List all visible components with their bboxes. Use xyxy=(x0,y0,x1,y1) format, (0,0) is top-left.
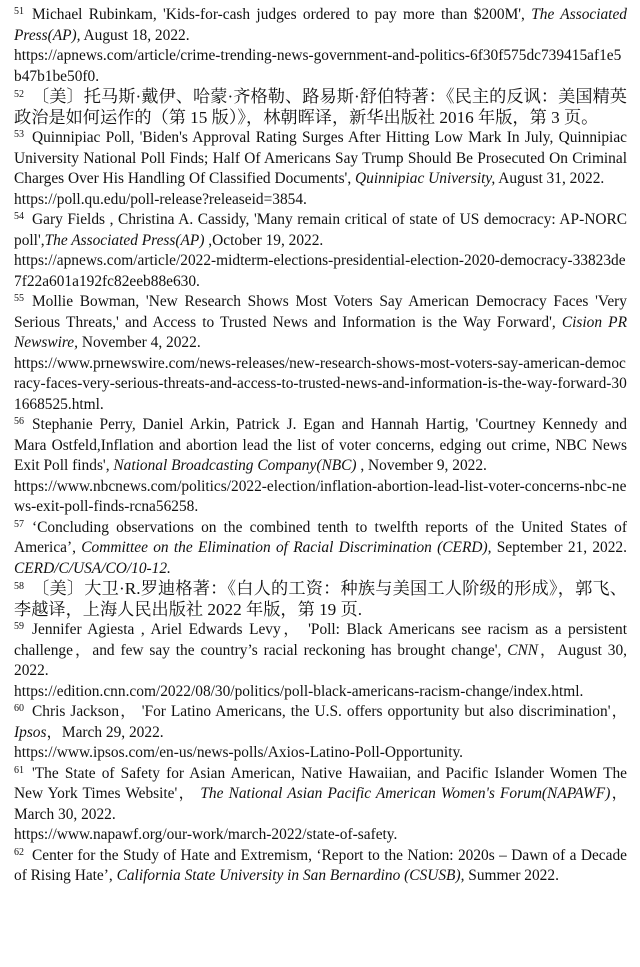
footnote-61 xyxy=(14,764,627,846)
footnote-53 xyxy=(14,128,627,210)
footnote-text xyxy=(14,620,627,682)
footnote-60 xyxy=(14,702,627,764)
footnote-text xyxy=(14,702,627,743)
footnote-number: 53 xyxy=(14,129,24,140)
footnote-url: https://poll.qu.edu/poll-release?releaseid=3854. xyxy=(14,190,307,208)
citation-text: Stephanie Perry, Daniel Arkin, Patrick J. Egan and Hannah Hartig, 'Courtney Kennedy and Mara Ostfeld,Inflation and abortion lead the list of voter concerns, edging out crime, NBC News Exit Poll finds', xyxy=(14,416,627,474)
citation-text: 〔美〕托马斯·戴伊、哈蒙·齐格勒、路易斯·舒伯特著：《民主的反讽：美国精英政治是如何运作的（第 15 版）》，林朝晖译，新华出版社 2016 年版，第 3 页。 xyxy=(14,87,627,127)
citation-text: Jennifer Agiesta , Ariel Edwards Levy， 'Poll: Black Americans see racism as a persistent challenge，and few say the country’s racial reckoning has brought change', xyxy=(14,621,627,659)
footnote-number: 62 xyxy=(14,846,24,858)
citation-text: ‘Concluding observations on the combined tenth to twelfth reports of the United States of America’, xyxy=(14,518,627,556)
footnote-59 xyxy=(14,620,627,702)
source-name: Quinnipiac University, xyxy=(355,170,496,187)
footnote-text xyxy=(14,87,627,128)
citation-text: September 21, 2022. xyxy=(491,539,627,556)
citation-text: Summer 2022. xyxy=(464,867,559,884)
footnote-text xyxy=(14,846,627,887)
footnote-text xyxy=(14,210,627,251)
citation-text: Quinnipiac Poll, 'Biden's Approval Rating Surges After Hitting Low Mark In July, Quinnipiac University National Poll Finds; Half Of Americans Say Trump Should Be Prosecuted On Criminal Charges Over His Handling Of Classified Documents', xyxy=(14,129,627,187)
footnote-text xyxy=(14,579,627,620)
source-name: CNN xyxy=(507,641,538,659)
citation-text: , November 9, 2022. xyxy=(356,457,487,474)
footnote-number: 60 xyxy=(14,703,24,714)
citation-text: Chris Jackson， 'For Latino Americans, the U.S. offers opportunity but also discrimination'， xyxy=(32,703,627,720)
footnote-51 xyxy=(14,5,627,87)
footnote-url: https://www.prnewswire.com/news-releases/new-research-shows-most-voters-say-american-democracy-faces-very-serious-threats-and-access-to-trusted-news-and-information-is-the-way-forward-301668525.html. xyxy=(14,354,627,413)
footnote-url: https://www.napawf.org/our-work/march-2022/state-of-safety. xyxy=(14,826,398,843)
footnote-url: https://www.nbcnews.com/politics/2022-election/inflation-abortion-lead-list-voter-concerns-nbc-news-exit-poll-finds-rcna56258. xyxy=(14,477,627,515)
footnote-54 xyxy=(14,210,627,292)
citation-text: 'The State of Safety for Asian American, Native Hawaiian, and Pacific Islander Women The New York Times Website'， xyxy=(14,764,627,802)
source-name: California State University in San Bernardino (CSUSB), xyxy=(116,867,465,884)
source-name: Committee on the Elimination of Racial Discrimination (CERD), xyxy=(81,539,492,556)
footnote-number: 51 xyxy=(14,6,24,17)
citation-text: Mollie Bowman, 'New Research Shows Most Voters Say American Democracy Faces 'Very Serious Threats,' and Access to Trusted News and Information is the Way Forward', xyxy=(14,293,627,331)
footnote-57 xyxy=(14,518,627,580)
footnote-number: 52 xyxy=(14,89,24,100)
footnote-url: https://edition.cnn.com/2022/08/30/politics/poll-black-americans-racism-change/index.html. xyxy=(14,682,584,700)
citation-text: ,October 19, 2022. xyxy=(204,231,324,249)
footnote-number: 59 xyxy=(14,621,24,632)
footnote-text xyxy=(14,292,627,354)
source-name: Ipsos xyxy=(14,723,47,741)
footnote-number: 57 xyxy=(14,518,24,530)
source-name: The Associated Press(AP) xyxy=(44,231,205,249)
source-name: The Associated Press(AP), xyxy=(14,6,627,44)
citation-text: 〔美〕大卫·R.罗迪格著：《白人的工资：种族与美国工人阶级的形成》，郭飞、李越译，上海人民出版社 2022 年版，第 19 页. xyxy=(14,579,627,619)
footnote-url: https://apnews.com/article/2022-midterm-elections-presidential-election-2020-democracy-33823de7f22a601a192fc82eeb88e630. xyxy=(14,252,626,290)
footnote-number: 61 xyxy=(14,764,24,776)
citation-text: August 18, 2022. xyxy=(80,26,190,44)
footnote-url: https://www.ipsos.com/en-us/news-polls/Axios-Latino-Poll-Opportunity. xyxy=(14,744,464,761)
footnote-text xyxy=(14,5,627,46)
footnote-number: 54 xyxy=(14,211,24,222)
footnote-58 xyxy=(14,579,627,620)
footnote-number: 55 xyxy=(14,293,24,304)
citation-text: Center for the Study of Hate and Extremism, ‘Report to the Nation: 2020s – Dawn of a Decade of Rising Hate’, xyxy=(14,846,627,884)
source-name: Cision PR Newswire, xyxy=(14,313,627,351)
footnote-text xyxy=(14,764,627,826)
footnote-text xyxy=(14,128,627,190)
source-name: CERD/C/USA/CO/10-12. xyxy=(14,559,171,577)
citation-text: ，March 29, 2022. xyxy=(46,723,164,741)
citation-text: August 31, 2022. xyxy=(495,170,605,187)
footnote-url: https://apnews.com/article/crime-trending-news-government-and-politics-6f30f575dc739415af1e5b47b1be50f0. xyxy=(14,47,622,85)
footnote-text xyxy=(14,415,627,477)
footnote-56 xyxy=(14,415,627,518)
citation-text: Michael Rubinkam, 'Kids-for-cash judges ordered to pay more than $200M', xyxy=(32,6,532,23)
footnote-52 xyxy=(14,87,627,128)
footnote-62 xyxy=(14,846,627,887)
footnote-text xyxy=(14,518,627,580)
footnote-list xyxy=(14,5,627,887)
citation-text: Gary Fields , Christina A. Cassidy, 'Many remain critical of state of US democracy: AP-NORC poll', xyxy=(14,211,627,249)
citation-text: ，August 30, 2022. xyxy=(14,641,627,679)
footnote-number: 58 xyxy=(14,581,24,592)
footnote-number: 56 xyxy=(14,416,24,427)
citation-text: ，March 30, 2022. xyxy=(14,785,627,823)
footnote-55 xyxy=(14,292,627,415)
source-name: The National Asian Pacific American Women's Forum(NAPAWF) xyxy=(200,785,611,802)
citation-text: November 4, 2022. xyxy=(78,334,201,351)
source-name: National Broadcasting Company(NBC) xyxy=(113,457,357,474)
